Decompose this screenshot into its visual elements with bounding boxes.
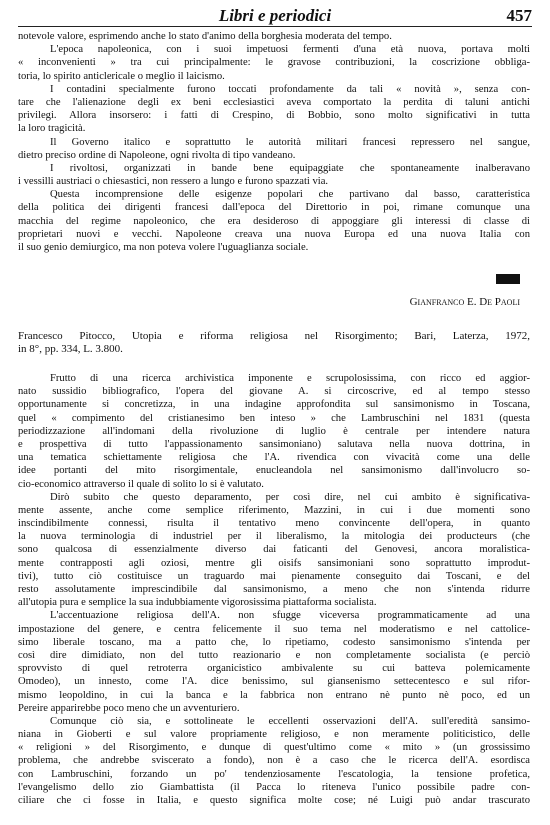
text-line: Frutto di una ricerca archivistica imponente e scrupolosissima, con ricco ed aggior- <box>50 373 530 384</box>
text-line: problema, che andrebbe sviscerato a fondo), non è a caso che le ricerca dell'A. esordisca <box>18 755 530 767</box>
text-line: ciliare che ci fosse in Italia, e questo significa molte cose; né Luigi può andar trascurato <box>18 795 530 806</box>
text-line: privilegi. Allora insorsero: i fatti di Crespino, di Bobbio, sono molto significativi in tutta <box>18 110 530 122</box>
text-line: mente assente, anche come semplice riferimento, Mazzini, in cui i due momenti sono <box>18 504 530 516</box>
text-line: l'evangelismo dello zio Giambattista (il Pacca lo riteneva l'unico possibile padre con- <box>18 781 530 793</box>
text-line: mismo leopoldino, in cui la banca e la fabbrica non entrano nè punto nè poco, ed un <box>18 689 530 701</box>
previous-review-text <box>18 30 530 254</box>
text-line: niana in Gioberti e sul valore propriamente religioso, e non meramente politicistico, delle <box>18 729 530 741</box>
text-line: L'epoca napoleonica, con i suoi impetuosi fermenti d'una età nuova, portava molti <box>50 44 530 56</box>
text-line: I rivoltosi, organizzati in bande bene equipaggiate che spontaneamente inalberavano <box>50 162 530 174</box>
text-line: sprovvisto di quel retroterra organicistico ambivalente su cui batteva polemicamente <box>18 663 530 675</box>
text-line: resto assolutamente imprescindibile dal sansimonismo, a meno che non s'intenda ridurre <box>18 584 530 595</box>
page-number: 457 <box>506 6 532 25</box>
text-line: Dirò subito che questo deparamento, per così dire, nel cui ambito è significativa- <box>50 491 530 503</box>
text-line: dietro preciso ordine di Napoleone, ogni rivolta di tipo vandeano. <box>18 149 296 161</box>
text-line: idee portanti del mito risorgimentale, enucleandola nel sansimonismo dall'involucro so- <box>18 465 530 477</box>
text-line: e prospettiva di tutto l'appassionamento sansimoniano) salutava nella nuova dottrina, in <box>18 438 530 450</box>
text-line: opportunamente si concretizza, in una indagine approfondita sul sansimonismo in Toscana, <box>18 399 530 411</box>
text-line: notevole valore, esprimendo anche lo stato d'animo della borghesia moderata del tempo. <box>18 31 392 42</box>
review-text <box>18 372 530 807</box>
text-line: proprietari nuovi e vecchi. Napoleone creava una nuova Europa ed una nuova Italia con <box>18 228 530 240</box>
book-citation <box>18 330 530 356</box>
text-line: nato sussidio bibliografico, l'opera del giovane A. si circoscrive, ed al tempo stesso <box>18 386 530 398</box>
text-line: i vessilli austriaci o chiesastici, non ressero a lungo e furono spazzati via. <box>18 176 329 188</box>
text-line: impostazione del genere, e centra felicemente il suo tema nel moderatismo e nel cattolice- <box>18 623 530 635</box>
text-line: all'utopia pura e semplice la sua indubbiamente vigorosissima piattaforma socialista. <box>18 597 377 609</box>
text-line: il suo genio demiurgico, ma non poteva volere l'uguaglianza sociale. <box>18 242 309 253</box>
text-line: mente contrapposti agli oziosi, mentre gli oisifs sansimoniani sono soprattutto improdut- <box>18 557 530 569</box>
text-line: simo liberale toscano, ma a patto che, lo ripetiamo, codesto sansimonismo s'intenda per <box>18 636 530 648</box>
text-line: tivi), tutto ciò costituisce un traguardo mai pienamente conseguito dai Toscani, e del <box>18 570 530 582</box>
running-header <box>18 4 532 27</box>
text-line: I contadini specialmente furono toccati profondamente da tali « novità », senza con- <box>50 83 530 95</box>
citation-line: Francesco Pitocco, Utopia e riforma religiosa nel Risorgimento; Bari, Laterza, 1972, <box>18 330 530 342</box>
running-title: Libri e periodici <box>218 6 332 25</box>
citation-line: in 8°, pp. 334, L. 3.800. <box>18 343 123 356</box>
text-line: L'accentuazione religiosa dell'A. non sfugge viceversa programmaticamente ad una <box>50 610 530 622</box>
text-line: Pereire apparirebbe poco meno che un avventuriero. <box>18 702 240 714</box>
text-line: quel « compimento del cristianesimo ben inteso » che Lambruschini nel 1831 (questa <box>18 412 530 424</box>
text-line: la loro tragicità. <box>18 123 86 135</box>
text-line: cio-economico attraverso il quale di solito lo si è valutato. <box>18 478 264 490</box>
text-line: inscindibilmente connessi, risulta il tentativo meno convincente dell'opera, in quanto <box>18 518 530 530</box>
text-line: macchia del regime napoleonico, che era desideroso di appoggiare gli interessi di classe di <box>18 215 530 227</box>
text-line: la nuova terminologia di industriel per il liberalismo, la mitologia dei producteurs (che <box>18 531 530 543</box>
author-signature: Gianfranco E. De Paoli <box>409 296 520 308</box>
text-line: con Lambruschini, forzando un po' tendenziosamente l'escatologia, la tensione profetica, <box>18 768 530 780</box>
text-line: così dire dimidiato, non del tutto reazionario e non completamente socialista (e perciò <box>18 649 530 661</box>
text-line: tare che l'alienazione degli ex beni ecclesiastici aveva comportato la perdita di taluni antichi <box>18 96 530 108</box>
text-line: « inconvenienti » tra cui principalmente: le gravose contribuzioni, la coscrizione obbliga- <box>18 57 530 69</box>
text-line: periodizzazione all'indomani della rivoluzione di luglio è centrale per intendere natura <box>18 425 530 437</box>
text-line: « religioni » del Risorgimento, e dunque di quest'ultimo come « mito » (un grossissimo <box>18 742 530 754</box>
text-line: toria, lo spirito anticlericale o meglio il laicismo. <box>18 70 225 82</box>
text-line: della politica dei dirigenti francesi dall'epoca del Direttorio in poi, rimane comunque una <box>18 202 530 214</box>
text-line: sono qualcosa di essenzialmente diverso dai faticanti del Genovesi, ancora moralistica- <box>18 544 530 556</box>
text-line: Omodeo), un innesto, come l'A. dice benissimo, sul giansenismo settecentesco e sul rifor- <box>18 676 530 688</box>
text-line: Il Governo italico e soprattutto le autorità militari francesi repressero nel sangue, <box>50 136 530 148</box>
text-line: Comunque ciò sia, e sottolineate le eccellenti osservazioni dell'A. sull'eredità sansimo- <box>50 715 530 727</box>
text-line: una tematica schiettamente religiosa che l'A. rivendica con vivacità come una delle <box>18 452 530 464</box>
ink-smudge <box>496 274 520 284</box>
text-line: Questa incomprensione delle esigenze popolari che partivano dal basso, caratteristica <box>50 189 530 201</box>
